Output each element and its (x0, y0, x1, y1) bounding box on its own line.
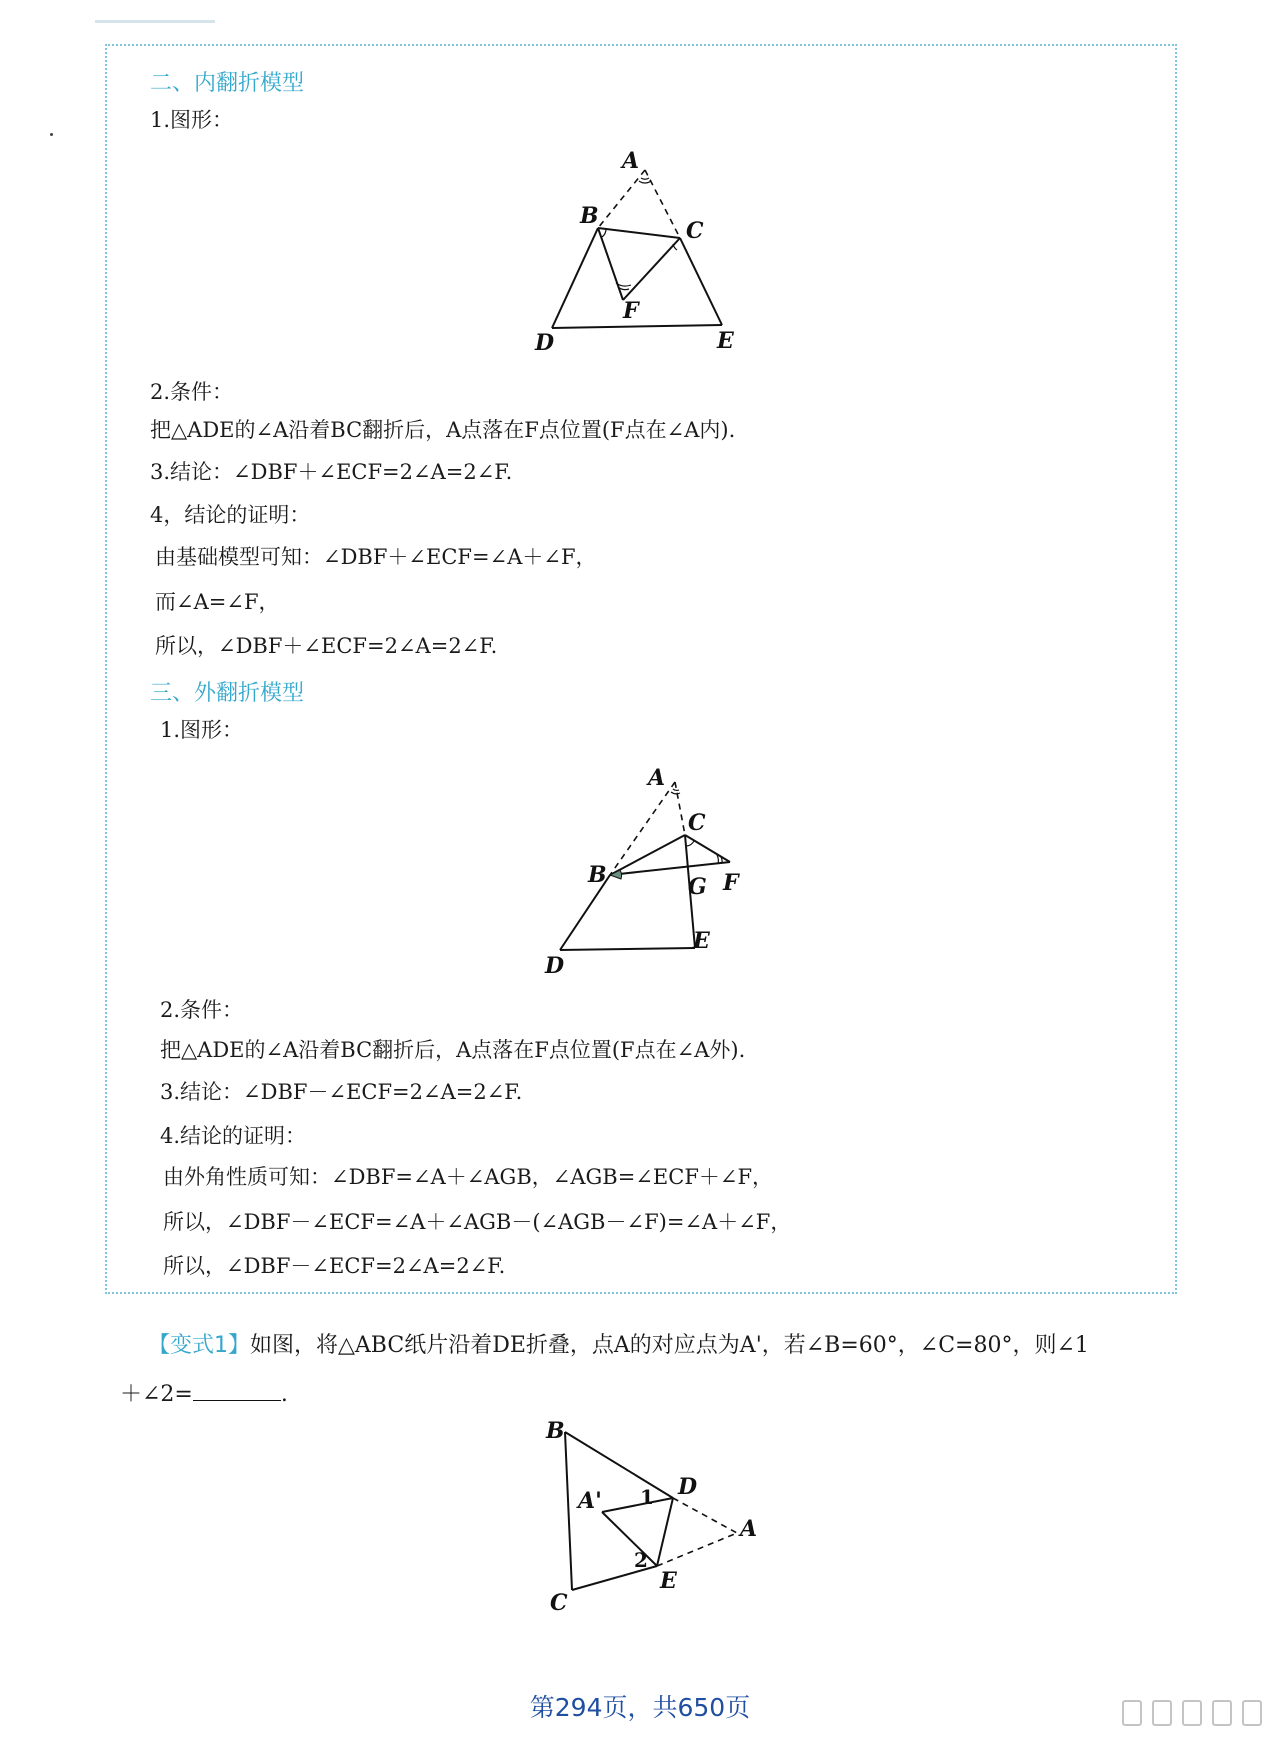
section2-conclusion: 3.结论：∠DBF＋∠ECF=2∠A=2∠F. (150, 460, 513, 484)
section3-figure-title: 1.图形： (160, 718, 244, 742)
section3-heading: 三、外翻折模型 (150, 681, 305, 706)
outer-label-b: B (588, 862, 607, 888)
inner-label-b: B (580, 203, 599, 229)
inner-label-a: A (622, 148, 640, 174)
variant-figure (540, 1420, 780, 1620)
section2-proof-line-2: 而∠A=∠F， (155, 590, 280, 614)
inner-label-f: F (623, 298, 639, 324)
outer-label-d: D (545, 953, 565, 979)
variant-problem (148, 1328, 1089, 1359)
section3-proof-title: 4.结论的证明： (160, 1124, 307, 1148)
inner-fold-figure (530, 140, 770, 360)
variant-tag: 【变式1】 (148, 1333, 250, 1358)
variant-label-angle-1: 1 (640, 1485, 654, 1509)
outer-label-e: E (693, 928, 710, 954)
variant-label-a-prime: A' (578, 1488, 602, 1514)
section2-heading: 二、内翻折模型 (150, 71, 305, 96)
section2-proof-line-3: 所以，∠DBF＋∠ECF=2∠A=2∠F. (155, 634, 498, 658)
variant-label-angle-2: 2 (634, 1548, 648, 1572)
top-rule (95, 20, 215, 23)
variant-label-c: C (550, 1590, 568, 1616)
inner-label-c: C (686, 218, 704, 244)
section2-condition-text: 把△ADE的∠A沿着BC翻折后，A点落在F点位置(F点在∠A内). (150, 418, 736, 442)
section2-proof-title: 4，结论的证明： (150, 503, 311, 527)
section3-proof-line-2: 所以，∠DBF－∠ECF=∠A＋∠AGB－(∠AGB－∠F)=∠A＋∠F， (163, 1210, 792, 1234)
section2-figure-title: 1.图形： (150, 108, 234, 132)
section2-condition-title: 2.条件： (150, 380, 234, 404)
outer-label-g: G (688, 874, 707, 900)
page-footer: 第294页，共650页 (529, 1693, 751, 1722)
outer-label-c: C (688, 810, 706, 836)
variant-text-end: . (280, 1382, 288, 1407)
variant-label-d: D (678, 1474, 698, 1500)
toolbar-page-icon[interactable] (1152, 1700, 1172, 1726)
variant-label-b: B (546, 1418, 565, 1444)
outer-fold-figure (540, 760, 780, 980)
toolbar-page-icon[interactable] (1182, 1700, 1202, 1726)
answer-blank[interactable] (193, 1382, 281, 1401)
inner-label-e: E (717, 328, 734, 354)
toolbar-page-icon[interactable] (1242, 1700, 1262, 1726)
outer-label-a: A (648, 765, 666, 791)
viewer-toolbar (1122, 1700, 1262, 1726)
section3-condition-title: 2.条件： (160, 998, 244, 1022)
variant-text-2: ＋∠2= (120, 1382, 193, 1407)
section3-conclusion: 3.结论：∠DBF－∠ECF=2∠A=2∠F. (160, 1080, 523, 1104)
section3-condition-text: 把△ADE的∠A沿着BC翻折后，A点落在F点位置(F点在∠A外). (160, 1038, 746, 1062)
variant-label-a: A (740, 1516, 758, 1542)
outer-label-f: F (723, 870, 739, 896)
section2-proof-line-1: 由基础模型可知：∠DBF＋∠ECF=∠A＋∠F， (155, 545, 597, 569)
inner-label-d: D (535, 330, 555, 356)
variant-label-e: E (660, 1568, 677, 1594)
section3-proof-line-3: 所以，∠DBF－∠ECF=2∠A=2∠F. (163, 1254, 506, 1278)
variant-text: 如图，将△ABC纸片沿着DE折叠，点A的对应点为A'，若∠B=60°，∠C=80°，则∠1 (250, 1333, 1089, 1358)
toolbar-page-icon[interactable] (1122, 1700, 1142, 1726)
variant-line-2 (120, 1382, 288, 1408)
scan-dot (50, 133, 53, 136)
toolbar-page-icon[interactable] (1212, 1700, 1232, 1726)
section3-proof-line-1: 由外角性质可知：∠DBF=∠A＋∠AGB，∠AGB=∠ECF＋∠F， (163, 1165, 774, 1189)
